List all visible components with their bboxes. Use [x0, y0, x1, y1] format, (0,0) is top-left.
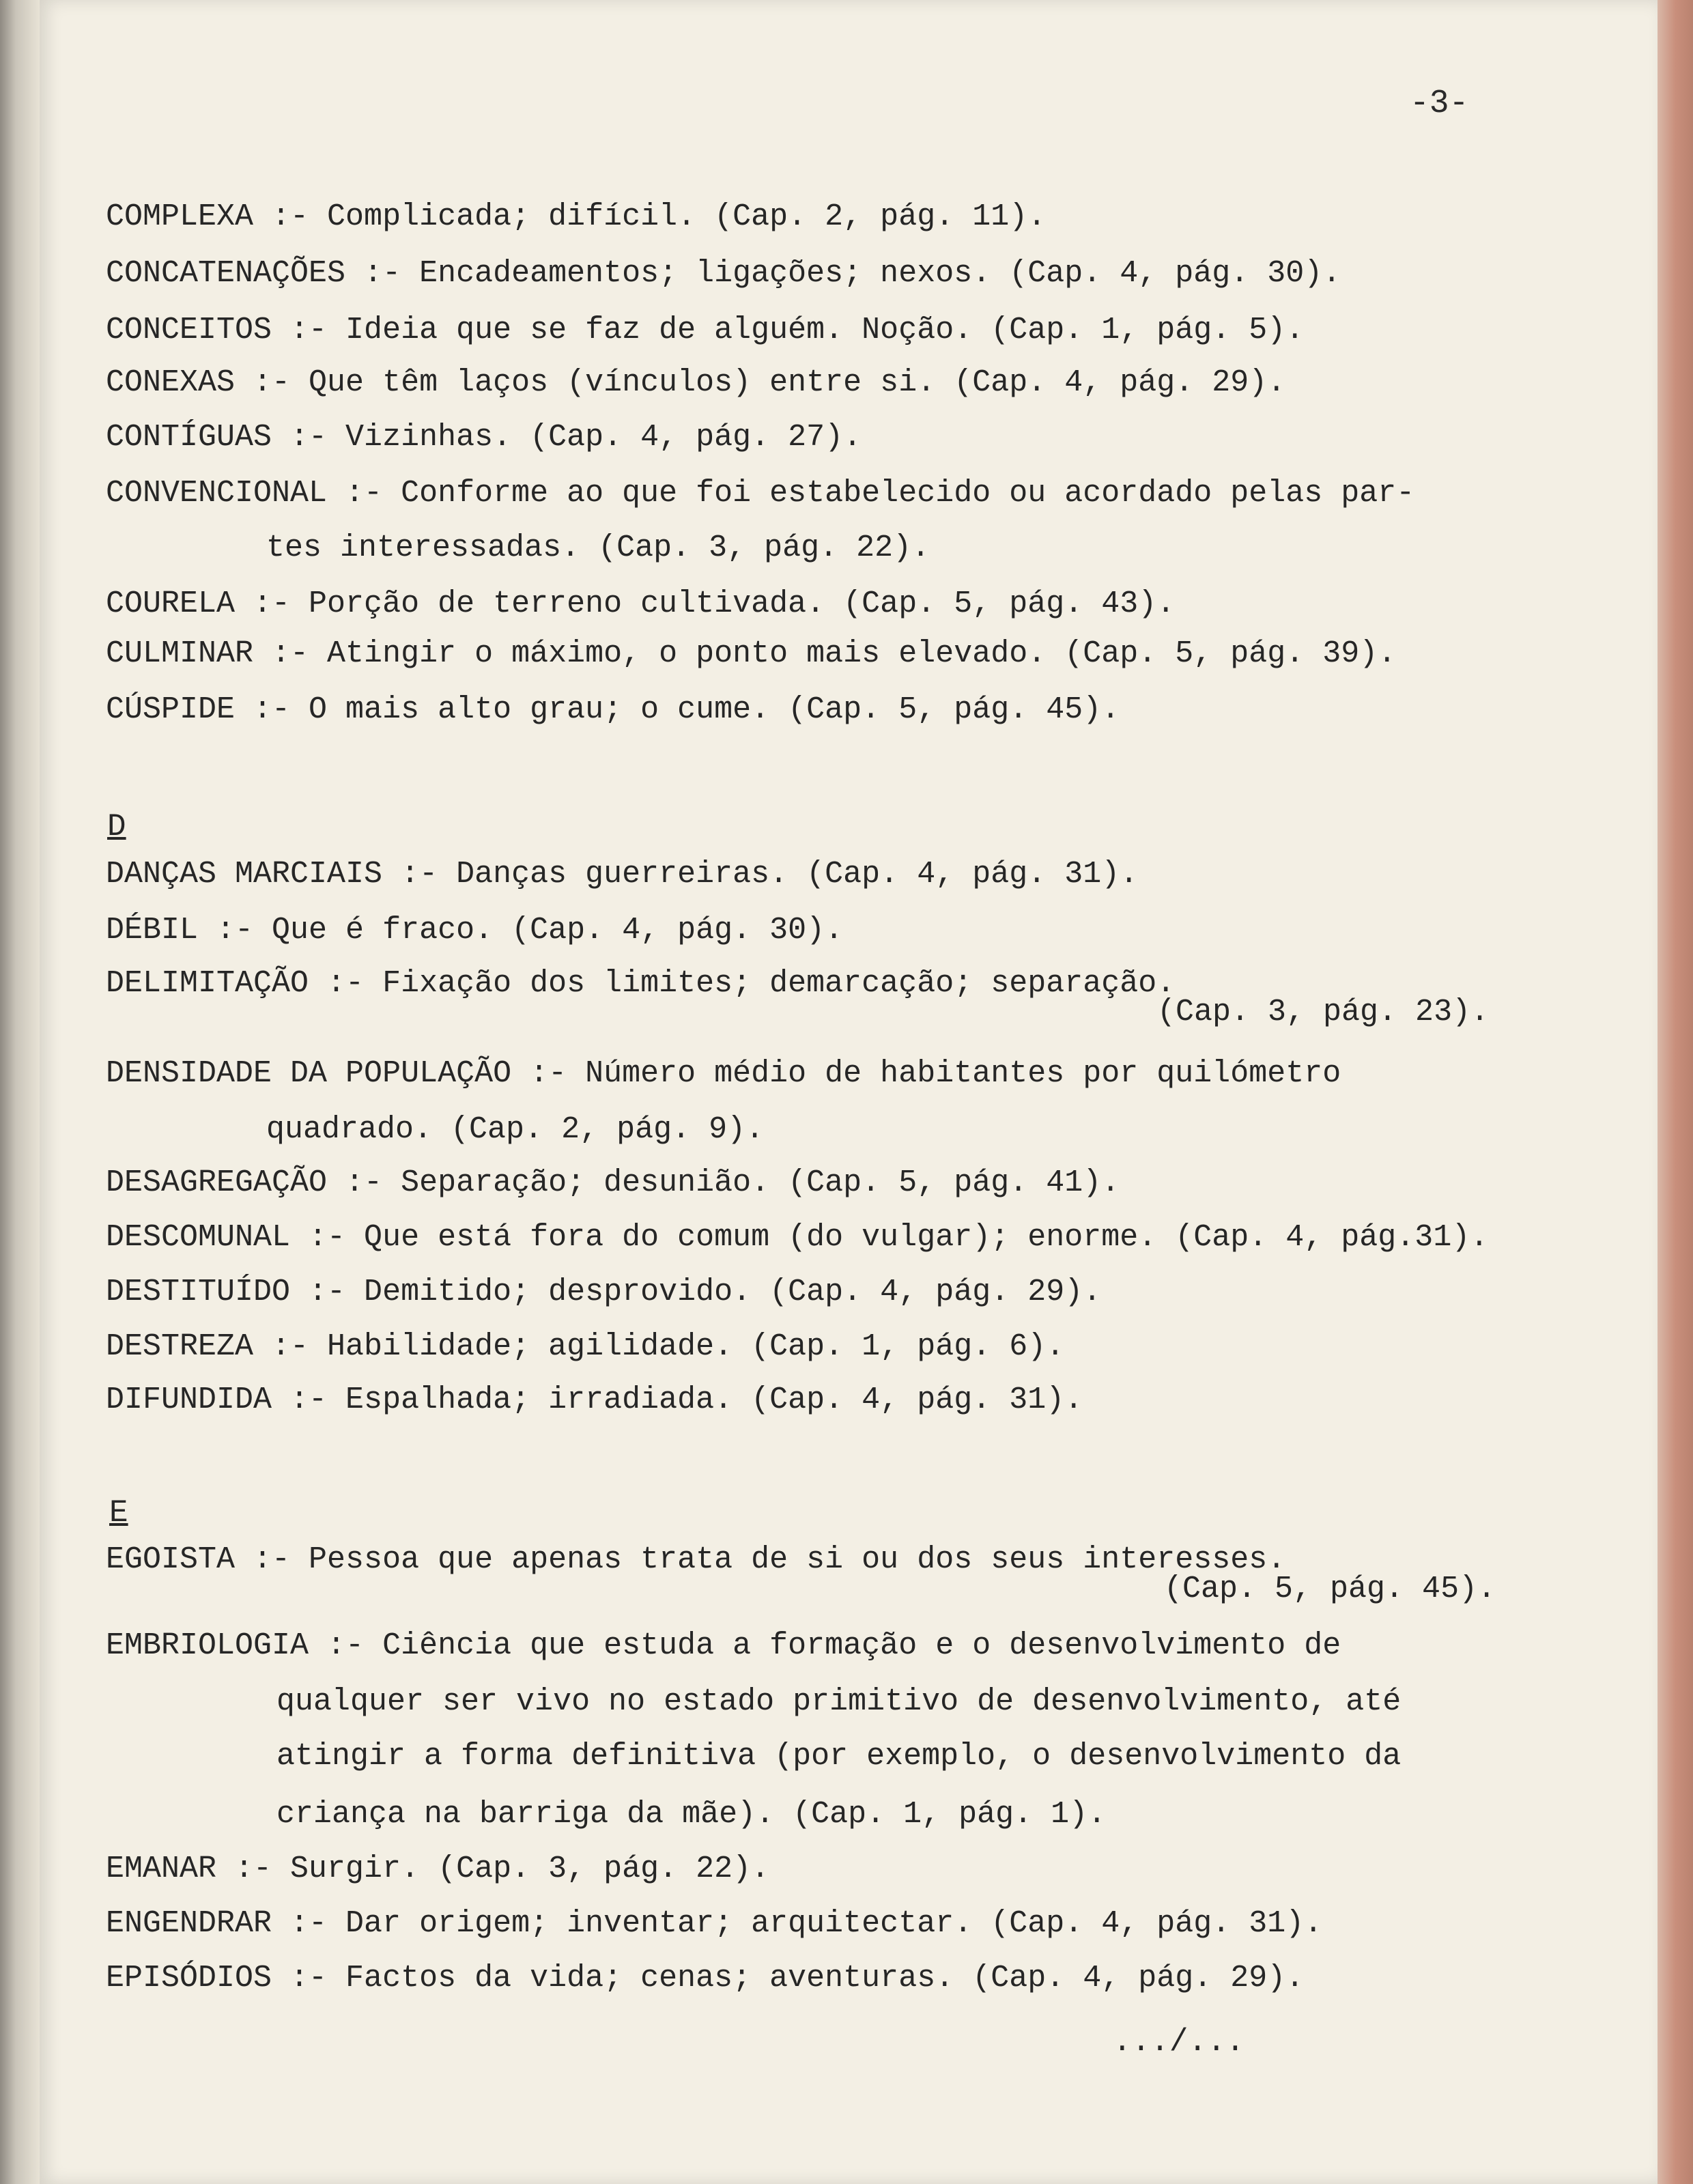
glossary-entry-emanar: EMANAR :- Surgir. (Cap. 3, pág. 22). — [106, 1852, 770, 1886]
glossary-entry-episodios: EPISÓDIOS :- Factos da vida; cenas; aventuras. (Cap. 4, pág. 29). — [106, 1961, 1305, 1996]
glossary-entry-convencional: CONVENCIONAL :- Conforme ao que foi estabelecido ou acordado pelas par- — [106, 476, 1415, 511]
glossary-entry-continuation: atingir a forma definitiva (por exemplo, o desenvolvimento da — [276, 1739, 1402, 1774]
glossary-entry-desagregacao: DESAGREGAÇÃO :- Separação; desunião. (Cap. 5, pág. 41). — [106, 1165, 1120, 1200]
glossary-entry-embriologia: EMBRIOLOGIA :- Ciência que estuda a formação e o desenvolvimento de — [106, 1628, 1341, 1663]
glossary-entry-continuation: tes interessadas. (Cap. 3, pág. 22). — [266, 530, 930, 565]
book-spine — [0, 0, 40, 2184]
page-number: -3- — [1410, 85, 1469, 122]
page-edges — [1658, 0, 1693, 2184]
glossary-entry-continuation: (Cap. 5, pág. 45). — [1164, 1572, 1496, 1606]
glossary-entry-continuation: criança na barriga da mãe). (Cap. 1, pág. 1). — [276, 1797, 1107, 1832]
glossary-entry-courela: COURELA :- Porção de terreno cultivada. (Cap. 5, pág. 43). — [106, 586, 1176, 621]
glossary-entry-descomunal: DESCOMUNAL :- Que está fora do comum (do vulgar); enorme. (Cap. 4, pág.31). — [106, 1220, 1489, 1255]
section-letter-e: E — [109, 1495, 128, 1531]
glossary-entry-dancas-marciais: DANÇAS MARCIAIS :- Danças guerreiras. (Cap. 4, pág. 31). — [106, 857, 1139, 892]
glossary-entry-continuation: qualquer ser vivo no estado primitivo de desenvolvimento, até — [276, 1684, 1402, 1719]
glossary-entry-complexa: COMPLEXA :- Complicada; difícil. (Cap. 2, pág. 11). — [106, 199, 1047, 234]
glossary-entry-cuspide: CÚSPIDE :- O mais alto grau; o cume. (Cap. 5, pág. 45). — [106, 692, 1120, 727]
glossary-entry-continuation: quadrado. (Cap. 2, pág. 9). — [266, 1112, 765, 1147]
glossary-entry-destituido: DESTITUÍDO :- Demitido; desprovido. (Cap. 4, pág. 29). — [106, 1275, 1102, 1309]
glossary-entry-conceitos: CONCEITOS :- Ideia que se faz de alguém. Noção. (Cap. 1, pág. 5). — [106, 313, 1305, 348]
glossary-entry-contiguas: CONTÍGUAS :- Vizinhas. (Cap. 4, pág. 27). — [106, 420, 862, 455]
glossary-entry-concatenacoes: CONCATENAÇÕES :- Encadeamentos; ligações; nexos. (Cap. 4, pág. 30). — [106, 256, 1341, 291]
glossary-entry-conexas: CONEXAS :- Que têm laços (vínculos) entre si. (Cap. 4, pág. 29). — [106, 365, 1286, 400]
glossary-entry-destreza: DESTREZA :- Habilidade; agilidade. (Cap. 1, pág. 6). — [106, 1329, 1065, 1364]
glossary-entry-engendrar: ENGENDRAR :- Dar origem; inventar; arquitectar. (Cap. 4, pág. 31). — [106, 1906, 1323, 1941]
glossary-entry-delimitacao: DELIMITAÇÃO :- Fixação dos limites; demarcação; separação. — [106, 966, 1176, 1001]
glossary-entry-densidade-populacao: DENSIDADE DA POPULAÇÃO :- Número médio de habitantes por quilómetro — [106, 1056, 1341, 1091]
continuation-marker: .../... — [1113, 2024, 1245, 2060]
glossary-entry-culminar: CULMINAR :- Atingir o máximo, o ponto mais elevado. (Cap. 5, pág. 39). — [106, 636, 1397, 671]
glossary-entry-continuation: (Cap. 3, pág. 23). — [1157, 995, 1490, 1030]
glossary-entry-egoista: EGOISTA :- Pessoa que apenas trata de si ou dos seus interesses. — [106, 1542, 1286, 1577]
glossary-entry-difundida: DIFUNDIDA :- Espalhada; irradiada. (Cap. 4, pág. 31). — [106, 1382, 1083, 1417]
glossary-entry-debil: DÉBIL :- Que é fraco. (Cap. 4, pág. 30). — [106, 913, 844, 948]
section-letter-d: D — [107, 809, 126, 845]
